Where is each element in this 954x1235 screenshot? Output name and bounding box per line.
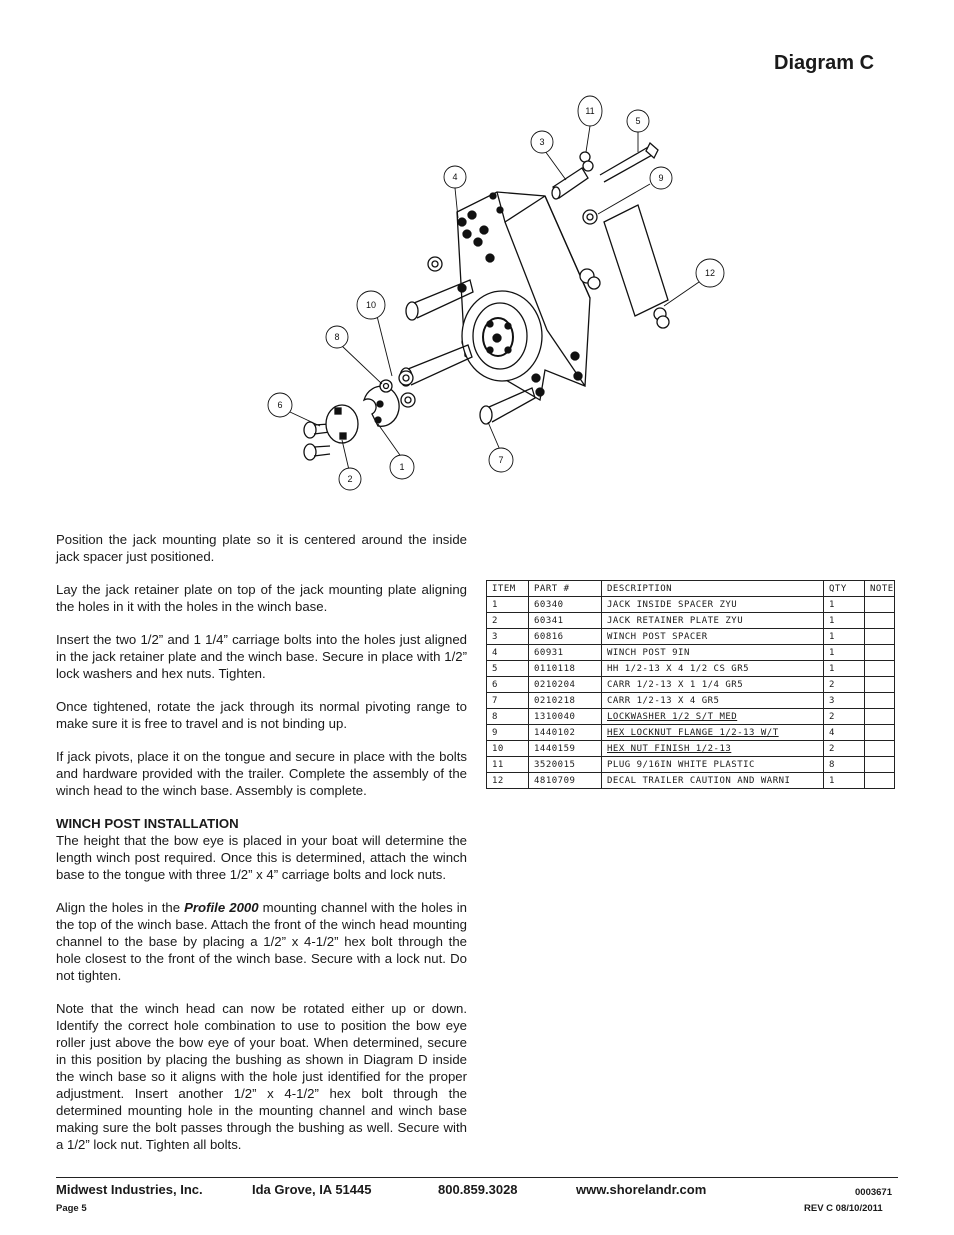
table-cell: 1 xyxy=(824,645,865,661)
table-cell: 11 xyxy=(487,757,529,773)
table-cell: 0210204 xyxy=(529,677,602,693)
table-cell: 1440102 xyxy=(529,725,602,741)
paragraph: Lay the jack retainer plate on top of the jack mounting plate aligning the holes in it with the holes in the winch base. xyxy=(56,582,467,614)
section-heading: WINCH POST INSTALLATION xyxy=(56,816,239,831)
callout-10 xyxy=(357,291,385,319)
svg-text:1: 1 xyxy=(399,462,405,472)
table-cell: WINCH POST 9IN xyxy=(602,645,824,661)
svg-text:4: 4 xyxy=(452,172,458,182)
column-header: PART # xyxy=(529,581,602,597)
table-cell: 3520015 xyxy=(529,757,602,773)
table-cell: DECAL TRAILER CAUTION AND WARNI xyxy=(602,773,824,789)
table-cell xyxy=(865,725,895,741)
table-cell: WINCH POST SPACER xyxy=(602,629,824,645)
table-cell: JACK INSIDE SPACER ZYU xyxy=(602,597,824,613)
footer-city: Ida Grove, IA 51445 xyxy=(252,1182,372,1197)
table-cell: CARR 1/2-13 X 1 1/4 GR5 xyxy=(602,677,824,693)
table-row xyxy=(487,693,895,709)
table-cell: 60816 xyxy=(529,629,602,645)
callout-2 xyxy=(339,468,361,490)
table-cell: 8 xyxy=(824,757,865,773)
svg-text:12: 12 xyxy=(704,268,716,278)
footer-doc-number: 0003671 xyxy=(855,1187,892,1198)
table-cell: 60341 xyxy=(529,613,602,629)
table-cell xyxy=(865,741,895,757)
table-cell xyxy=(865,757,895,773)
table-cell: 9 xyxy=(487,725,529,741)
table-cell: 12 xyxy=(487,773,529,789)
footer-divider xyxy=(56,1177,898,1178)
table-row xyxy=(487,709,895,725)
svg-text:3: 3 xyxy=(539,137,545,147)
table-cell xyxy=(865,661,895,677)
table-cell: 7 xyxy=(487,693,529,709)
svg-text:6: 6 xyxy=(277,400,283,410)
table-cell: 3 xyxy=(487,629,529,645)
callout-4 xyxy=(444,166,466,188)
svg-text:10: 10 xyxy=(365,300,377,310)
table-cell xyxy=(865,597,895,613)
svg-text:2: 2 xyxy=(347,474,353,484)
table-row xyxy=(487,741,895,757)
table-row xyxy=(487,613,895,629)
table-cell xyxy=(865,709,895,725)
page-title: Diagram C xyxy=(774,52,875,74)
footer-company: Midwest Industries, Inc. xyxy=(56,1182,203,1197)
callout-9 xyxy=(650,167,672,189)
table-cell xyxy=(865,693,895,709)
table-cell: 6 xyxy=(487,677,529,693)
paragraph: If jack pivots, place it on the tongue and secure in place with the bolts and hardware provided with the trailer. Complete the assembly of the winch head to the winch base. Assembly is complete. xyxy=(56,749,467,798)
table-cell: 4 xyxy=(824,725,865,741)
paragraph: Position the jack mounting plate so it is centered around the inside jack spacer just positioned. xyxy=(56,532,467,564)
callout-6 xyxy=(268,393,292,417)
svg-text:7: 7 xyxy=(498,455,504,465)
table-cell xyxy=(865,773,895,789)
column-header: NOTE xyxy=(865,581,895,597)
retainer-plates xyxy=(326,386,399,443)
table-cell: JACK RETAINER PLATE ZYU xyxy=(602,613,824,629)
footer-revision: REV C 08/10/2011 xyxy=(804,1203,883,1214)
table-header-row xyxy=(487,581,895,597)
paragraph: Insert the two 1/2” and 1 1/4” carriage bolts into the holes just aligned in the jack retainer plate and the winch base. Secure in place with 1/2” lock washers and hex nuts. Tighten. xyxy=(56,632,467,681)
callout-8 xyxy=(326,326,348,348)
table-cell: 4 xyxy=(487,645,529,661)
table-cell: 60931 xyxy=(529,645,602,661)
table-cell: 0110118 xyxy=(529,661,602,677)
table-cell: 1 xyxy=(824,661,865,677)
paragraph xyxy=(56,899,467,984)
table-cell: 1 xyxy=(824,613,865,629)
column-header: QTY xyxy=(824,581,865,597)
table-cell xyxy=(865,613,895,629)
table-cell: 10 xyxy=(487,741,529,757)
instructions-text xyxy=(56,531,467,1169)
table-cell: 2 xyxy=(824,709,865,725)
table-cell: HEX LOCKNUT FLANGE 1/2-13 W/T xyxy=(602,725,824,741)
table-cell: 1 xyxy=(824,629,865,645)
table-cell: 1 xyxy=(824,597,865,613)
footer-website: www.shorelandr.com xyxy=(576,1182,707,1197)
table-cell: 2 xyxy=(487,613,529,629)
table-row xyxy=(487,645,895,661)
exploded-assembly-diagram xyxy=(260,90,740,500)
table-cell: CARR 1/2-13 X 4 GR5 xyxy=(602,693,824,709)
paragraph: Note that the winch head can now be rotated either up or down. Identify the correct hole combination to use to position the bow eye roller just above the bow eye of your boat. When determined, secure in this position by placing the bushing as shown in Diagram D inside the winch base so it aligns with the hole just identified for the proper adjustment. Insert another 1/2” x 4-1/2” hex bolt through the determined mounting hole in the mounting channel and winch base making sure the bolt passes through the bushing as well. Secure with a 1/2” lock nut. Tighten all bolts. xyxy=(56,1001,467,1152)
table-cell: 1 xyxy=(487,597,529,613)
table-cell xyxy=(865,629,895,645)
table-cell: LOCKWASHER 1/2 S/T MED xyxy=(602,709,824,725)
table-cell: 4810709 xyxy=(529,773,602,789)
table-cell: HEX NUT FINISH 1/2-13 xyxy=(602,741,824,757)
table-cell: 60340 xyxy=(529,597,602,613)
table-cell: PLUG 9/16IN WHITE PLASTIC xyxy=(602,757,824,773)
svg-text:9: 9 xyxy=(658,173,664,183)
winch-base-plate xyxy=(457,192,590,400)
table-cell: 2 xyxy=(824,677,865,693)
parts-table xyxy=(486,580,895,789)
paragraph-text: mounting channel with the holes in the top of the winch base. Attach the front of the winch head mounting channel to the base by placing a 1/2” x 4-1/2” hex bolt through the hole closest to the front of the winch base. Secure with a lock nut. Do not tighten. xyxy=(56,900,467,983)
table-cell: HH 1/2-13 X 4 1/2 CS GR5 xyxy=(602,661,824,677)
svg-text:11: 11 xyxy=(585,106,595,116)
callout-11 xyxy=(578,96,602,126)
table-cell: 3 xyxy=(824,693,865,709)
parts-table-body xyxy=(487,581,895,789)
table-row xyxy=(487,757,895,773)
table-row xyxy=(487,629,895,645)
table-cell: 5 xyxy=(487,661,529,677)
table-cell: 0210218 xyxy=(529,693,602,709)
table-cell: 1 xyxy=(824,773,865,789)
footer-page-number: Page 5 xyxy=(56,1203,87,1214)
table-cell: 1440159 xyxy=(529,741,602,757)
table-cell: 2 xyxy=(824,741,865,757)
callout-7 xyxy=(489,448,513,472)
callout-12 xyxy=(696,259,724,287)
paragraph: The height that the bow eye is placed in your boat will determine the length winch post required. Once this is determined, attach the winch base to the tongue with three 1/2” x 4” carriage bolts and lock nuts. xyxy=(56,833,467,882)
column-header: DESCRIPTION xyxy=(602,581,824,597)
column-header: ITEM xyxy=(487,581,529,597)
svg-text:8: 8 xyxy=(334,332,340,342)
table-row xyxy=(487,661,895,677)
table-row xyxy=(487,597,895,613)
table-cell xyxy=(865,645,895,661)
table-row xyxy=(487,725,895,741)
table-row xyxy=(487,773,895,789)
callout-5 xyxy=(627,110,649,132)
svg-text:5: 5 xyxy=(635,116,641,126)
table-cell xyxy=(865,677,895,693)
paragraph-text: Align the holes in the xyxy=(56,900,185,915)
footer-phone: 800.859.3028 xyxy=(438,1182,518,1197)
table-row xyxy=(487,677,895,693)
table-cell: 1310040 xyxy=(529,709,602,725)
paragraph: Once tightened, rotate the jack through its normal pivoting range to make sure it is free to travel and is not binding up. xyxy=(56,699,467,731)
product-name: Profile 2000 xyxy=(184,900,259,915)
callout-3 xyxy=(531,131,553,153)
callout-1 xyxy=(390,455,414,479)
table-cell: 8 xyxy=(487,709,529,725)
